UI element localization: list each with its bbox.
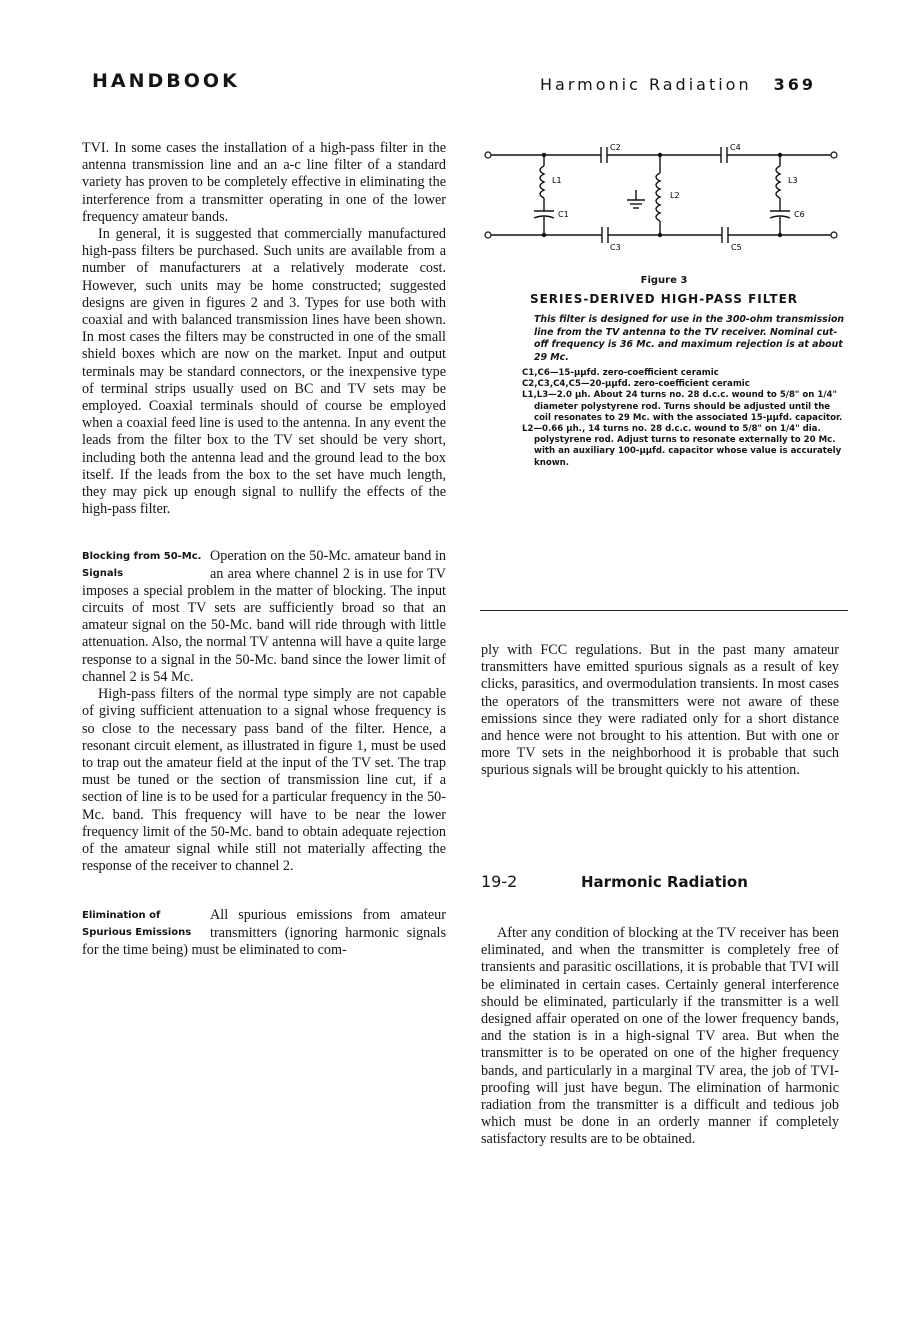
sidehead-blocking xyxy=(82,548,446,686)
label-c3: C3 xyxy=(610,243,621,252)
high-pass-filter-circuit xyxy=(482,138,842,263)
section-number: 19-2 xyxy=(481,872,518,891)
section-heading xyxy=(481,872,841,891)
paragraph-tvi: TVI. In some cases the installation of a high-pass filter in the antenna transmission line and an a-c line filter of a standard variety has proven to be completely effective in eliminating the interference from a transmitter operating in one of the lower frequency amateur bands. xyxy=(82,140,446,225)
label-c4: C4 xyxy=(730,143,741,152)
label-l2: L2 xyxy=(670,191,680,200)
paragraph-spurious: All spurious emissions from amateur transmitters (ignoring harmonic signals for the time being) must be eliminated to com- xyxy=(82,907,446,958)
section-body xyxy=(481,925,839,1149)
running-head-left: HANDBOOK xyxy=(92,70,240,92)
running-head-title: Harmonic Radiation xyxy=(540,75,752,94)
right-column xyxy=(481,642,839,780)
section-title: Harmonic Radiation xyxy=(581,873,748,891)
running-head-right xyxy=(540,75,816,94)
page-number: 369 xyxy=(773,75,817,94)
sidehead-label-spurious: Elimination of Spurious Emissions xyxy=(82,910,192,939)
parts-item: C2,C3,C4,C5—20-μμfd. zero-coefficient ceramic xyxy=(522,379,750,390)
paragraph-blocking: Operation on the 50-Mc. amateur band in an area where channel 2 is in use for TV imposes a special problem in the matter of blocking. The input circuits of most TV sets are sufficiently broad so that an amateur signal on the 50-Mc. band will ride through with little attenuation. Also, the normal TV antenna will have a quite large response to a signal in the 50-Mc. band since the lower limit of channel 2 is 54 Mc. xyxy=(82,548,446,685)
parts-item: L2—0.66 μh., 14 turns no. 28 d.c.c. wound to 5/8" on 1/4" dia. polystyrene rod. Adjust turns to resonate externally to 20 Mc. with an auxiliary 100-μμfd. capacitor whose value is accurately known. xyxy=(522,424,842,468)
label-c6: C6 xyxy=(794,210,805,219)
label-c1: C1 xyxy=(558,210,569,219)
paragraph-harmonic: After any condition of blocking at the TV receiver has been eliminated, and when the transmitter is completely free of transients and parasitic oscillations, it is probable that TVI will be eliminated in certain cases. Certainly general interference should be eliminated, particularly if the transmitter is a well designed affair operated on one of the lower frequency bands, and the station is in a high-signal TV area. But when the transmitter is to be operated on one of the higher frequency bands, and particularly in a marginal TV area, the job of TVI-proofing will just have begun. The elimination of harmonic radiation from the transmitter is a difficult and tedious job which must be done in an orderly manner if completely satisfactory results are to be obtained. xyxy=(481,925,839,1148)
figure-number: Figure 3 xyxy=(640,275,688,286)
parts-item: C1,C6—15-μμfd. zero-coefficient ceramic xyxy=(522,368,719,378)
paragraph-trap: High-pass filters of the normal type simply are not capable of giving sufficient attenuation to a signal whose frequency is so close to the necessary pass band of the filter. Hence, a resonant circuit element, as illustrated in figure 1, must be used to trap out the amateur field at the input of the TV set. The trap must be tuned or the section of transmission line cut, if a section of line is to be used for a particular frequency in the 50-Mc. band. This frequency will have to be near the lower frequency limit of the 50-Mc. band to obtain adequate rejection of the amateur signal while still not materially affecting the response of the receiver to channel 2. xyxy=(82,686,446,875)
label-l1: L1 xyxy=(552,176,562,185)
figure-title: SERIES-DERIVED HIGH-PASS FILTER xyxy=(529,292,799,306)
parts-list xyxy=(522,368,846,469)
parts-item: L1,L3—2.0 μh. About 24 turns no. 28 d.c.c. wound to 5/8" on 1/4" diameter polystyrene rod. Turns should be adjusted until the coil resonates to 29 Mc. with the associated 15-μμfd. capacitor. xyxy=(522,390,843,423)
label-c5: C5 xyxy=(731,243,742,252)
paragraph-commercial-filters: In general, it is suggested that commercially manufactured high-pass filters be purchased. Such units are available from a number of manufacturers at a relatively moderate cost. However, such units may be home constructed; suggested designs are given in figures 2 and 3. Types for use both with coaxial and with balanced transmission lines have been shown. In most cases the filters may be constructed in one of the small shield boxes which are now on the market. Input and output terminals may be standard connectors, or the inexpensive type of terminal strips usually used on BC and TV sets may be employed. Coaxial terminals should of course be employed when a coaxial feed line is used to the antenna. In any event the leads from the filter box to the TV set should be very short, including both the antenna lead and the ground lead to the box itself. If the leads from the box to the set have much length, they may pick up enough signal to nullify the effects of the high-pass filter. xyxy=(82,226,446,518)
figure-divider xyxy=(480,610,848,611)
figure-description: This filter is designed for use in the 300-ohm transmission line from the TV antenna to the TV receiver. Nominal cut-off frequency is 36 Mc. and maximum rejection is at about 29 Mc. xyxy=(534,314,845,363)
left-column xyxy=(82,140,446,959)
label-c2: C2 xyxy=(610,143,621,152)
sidehead-spurious xyxy=(82,907,446,959)
label-l3: L3 xyxy=(788,176,798,185)
paragraph-fcc: ply with FCC regulations. But in the past many amateur transmitters have emitted spurious signals as a result of key clicks, parasitics, and overmodulation transients. In most cases the operators of the transmitters were not aware of these emissions since they were radiated only for a short distance and hence were not brought to his attention. But with one or more TV sets in the neighborhood it is probable that such spurious signals will be brought quickly to his attention. xyxy=(481,642,839,779)
figure-3-caption xyxy=(478,275,850,469)
sidehead-label-blocking: Blocking from 50-Mc. Signals xyxy=(82,551,202,580)
